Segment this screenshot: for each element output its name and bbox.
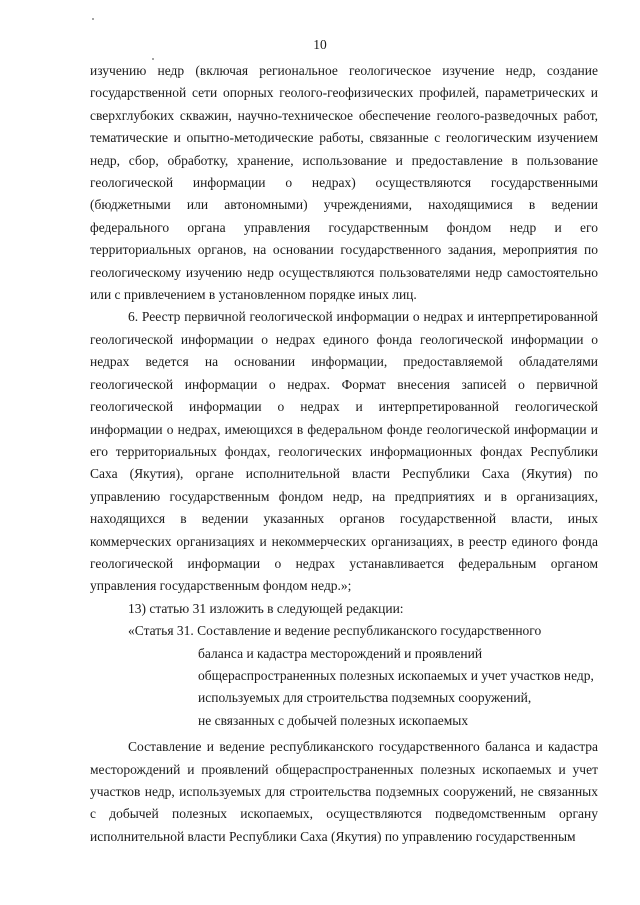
article-heading [90, 620, 598, 732]
article-paragraph: Составление и ведение республиканского государственного баланса и кадастра месторождений и проявлений общераспространенных полезных ископаемых и учет участков недр, используемых для строительства подземных сооружений, не связанных с добычей полезных ископаемых, осуществляются подведомственным органу исполнительной власти Республики Саха (Якутия) по управлению государственным [90, 739, 598, 844]
article-heading-line: баланса и кадастра месторождений и проявлений [198, 645, 483, 661]
page-number: 10 [313, 37, 327, 52]
article-heading-line: «Статья 31. Составление и ведение республиканского государственного [128, 623, 542, 639]
article-heading-line: общераспространенных полезных ископаемых и учет участков недр, [198, 667, 594, 683]
document-body [90, 60, 598, 848]
article-heading-line: не связанных с добычей полезных ископаемых [198, 712, 469, 728]
paragraph-item-13: 13) статью 31 изложить в следующей редакции: [128, 600, 404, 616]
article-heading-line: используемых для строительства подземных сооружений, [198, 690, 532, 706]
paragraph-continuation: изучению недр (включая региональное геологическое изучение недр, создание государственной сети опорных геолого-геофизических профилей, параметрических и сверхглубоких скважин, научно-техническое обеспечение геолого-разведочных работ, тематические и опытно-методические работы, связанные с геологическим изучением недр, сбор, обработку, хранение, использование и предоставление в пользование геологической информации о недрах) осуществляются государственными (бюджетными или автономными) учреждениями, находящимися в ведении федерального органа управления государственным фондом недр и его территориальных органов, на основании государственного задания, мероприятия по геологическому изучению недр осуществляются пользователями недр самостоятельно или с привлечением в установленном порядке иных лиц. [90, 63, 598, 303]
scan-speck [92, 18, 94, 20]
paragraph-item-6: 6. Реестр первичной геологической информации о недрах и интерпретированной геологической информации о недрах единого фонда геологической информации о недрах ведется на основании информации, предоставляемой обладателями геологической информации о недрах. Формат внесения записей о первичной геологической информации о недрах и интерпретированной геологической информации о недрах, имеющихся в федеральном фонде геологической информации и его территориальных фондах, геологических информационных фондах Республики Саха (Якутия), органе исполнительной власти Республики Саха (Якутия) по управлению государственным фондом недр, на предприятиях и в организациях, находящихся в ведении указанных органов государственной власти, иных коммерческих организациях и некоммерческих организациях, в реестр единого фонда геологической информации о недрах устанавливается федеральным органом управления государственным фондом недр.»; [90, 309, 598, 594]
